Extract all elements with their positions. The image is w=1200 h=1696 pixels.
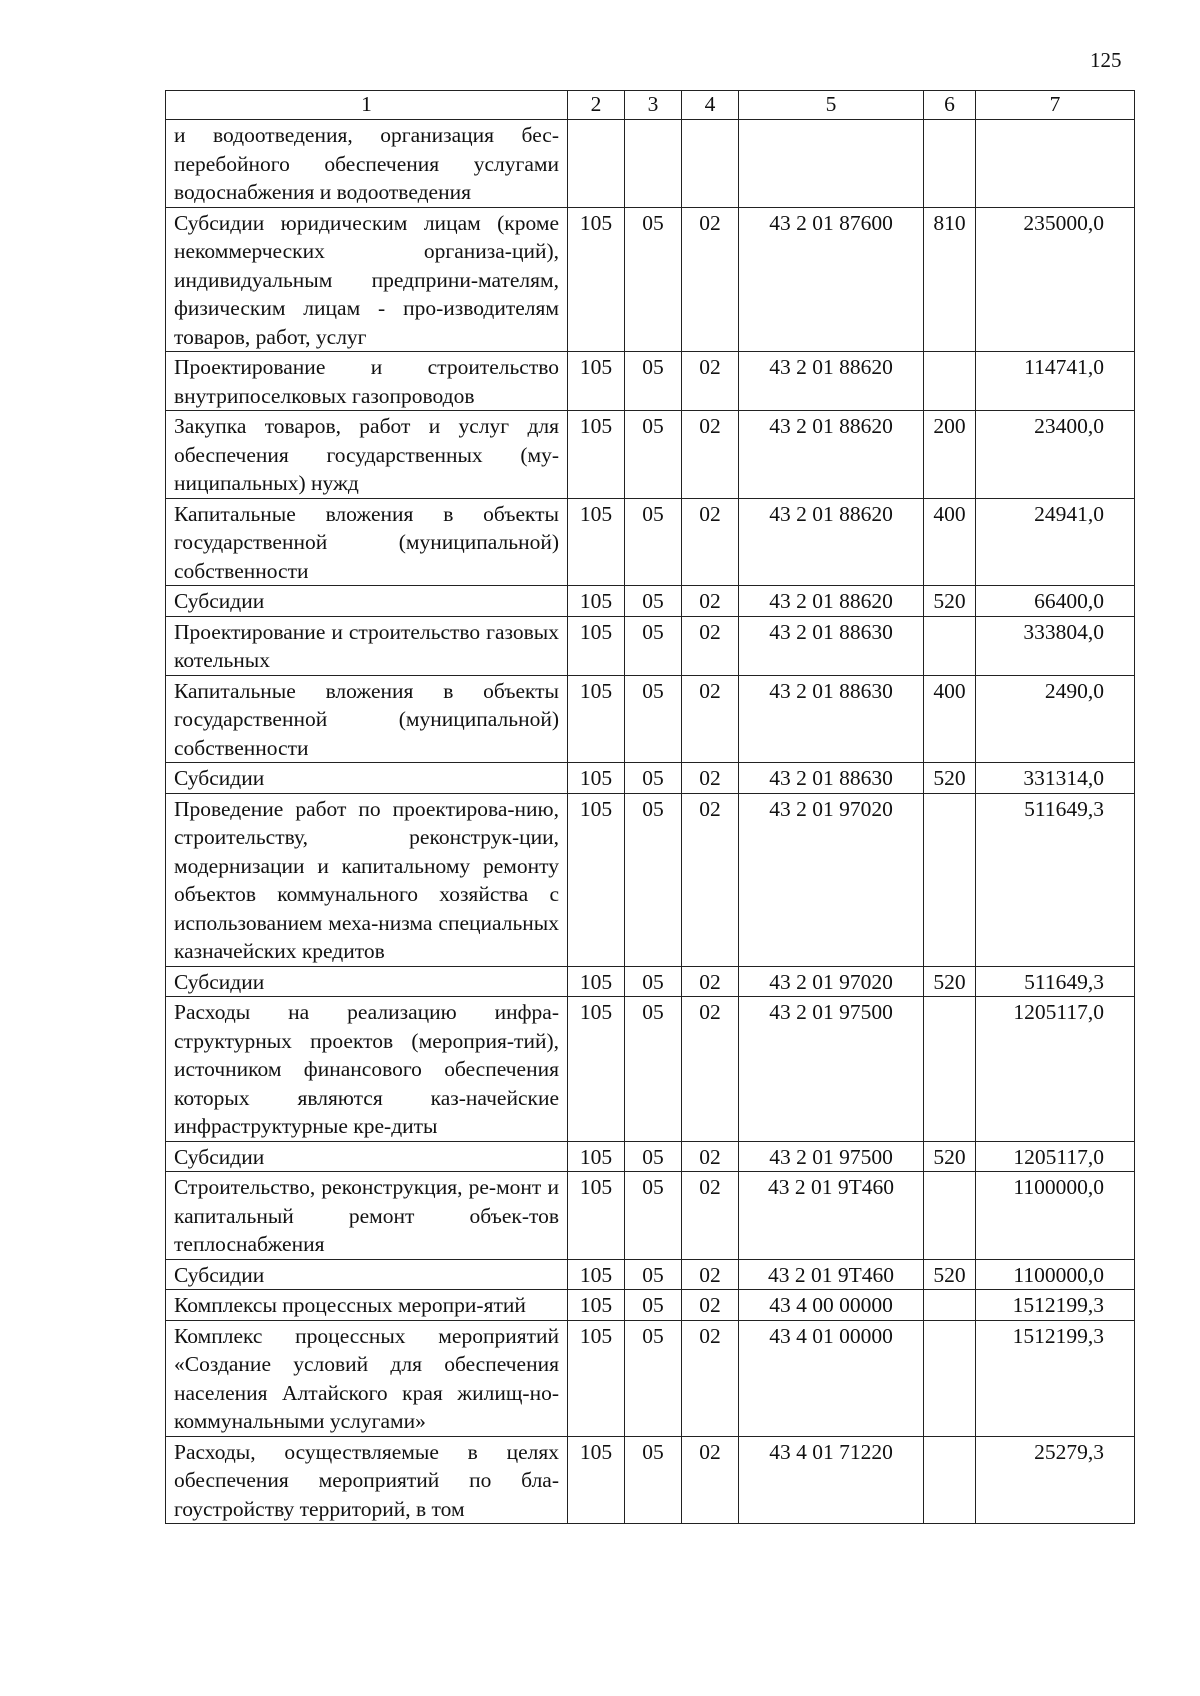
target-article-cell: 43 2 01 88620: [739, 411, 924, 499]
table-row: [166, 1436, 1135, 1524]
section-code-cell: 05: [625, 352, 682, 411]
column-header: 3: [625, 91, 682, 120]
admin-code-cell: 105: [568, 763, 625, 794]
section-code-cell: 05: [625, 675, 682, 763]
target-article-cell: 43 2 01 88630: [739, 616, 924, 675]
subsection-code-cell: 02: [682, 1320, 739, 1436]
section-code-cell: 05: [625, 763, 682, 794]
column-header: 2: [568, 91, 625, 120]
subsection-code-cell: 02: [682, 207, 739, 352]
expense-type-cell: 400: [924, 675, 976, 763]
column-header: 5: [739, 91, 924, 120]
amount-cell: [976, 120, 1135, 208]
target-article-cell: 43 2 01 9Т460: [739, 1172, 924, 1260]
expense-type-cell: 520: [924, 586, 976, 617]
admin-code-cell: 105: [568, 675, 625, 763]
item-name-cell: Субсидии: [166, 763, 568, 794]
admin-code-cell: 105: [568, 352, 625, 411]
admin-code-cell: 105: [568, 207, 625, 352]
section-code-cell: 05: [625, 997, 682, 1142]
target-article-cell: 43 2 01 88620: [739, 498, 924, 586]
item-name-cell: Проектирование и строительство внутрипоселковых газопроводов: [166, 352, 568, 411]
item-name-cell: Расходы на реализацию инфра-структурных проектов (мероприя-тий), источником финансового обеспечения которых являются каз-начейские инфраструктурные кре-диты: [166, 997, 568, 1142]
target-article-cell: 43 2 01 87600: [739, 207, 924, 352]
target-article-cell: 43 2 01 97500: [739, 997, 924, 1142]
expense-type-cell: 520: [924, 763, 976, 794]
amount-cell: 1100000,0: [976, 1172, 1135, 1260]
target-article-cell: 43 4 00 00000: [739, 1290, 924, 1321]
item-name-cell: Строительство, реконструкция, ре-монт и капитальный ремонт объек-тов теплоснабжения: [166, 1172, 568, 1260]
item-name-cell: Закупка товаров, работ и услуг для обеспечения государственных (му-ниципальных) нужд: [166, 411, 568, 499]
admin-code-cell: 105: [568, 616, 625, 675]
budget-table: [165, 90, 1135, 1524]
amount-cell: 1205117,0: [976, 1141, 1135, 1172]
amount-cell: 511649,3: [976, 793, 1135, 966]
target-article-cell: 43 2 01 88630: [739, 763, 924, 794]
amount-cell: 66400,0: [976, 586, 1135, 617]
target-article-cell: 43 2 01 97020: [739, 793, 924, 966]
column-header: 4: [682, 91, 739, 120]
admin-code-cell: 105: [568, 1172, 625, 1260]
subsection-code-cell: 02: [682, 1172, 739, 1260]
table-row: [166, 966, 1135, 997]
item-name-cell: Капитальные вложения в объекты государственной (муниципальной) собственности: [166, 675, 568, 763]
table-row: [166, 1141, 1135, 1172]
admin-code-cell: 105: [568, 1436, 625, 1524]
item-name-cell: Субсидии: [166, 586, 568, 617]
admin-code-cell: 105: [568, 1141, 625, 1172]
item-name-cell: Проектирование и строительство газовых котельных: [166, 616, 568, 675]
amount-cell: 1100000,0: [976, 1259, 1135, 1290]
admin-code-cell: [568, 120, 625, 208]
admin-code-cell: 105: [568, 1259, 625, 1290]
subsection-code-cell: 02: [682, 498, 739, 586]
admin-code-cell: 105: [568, 411, 625, 499]
item-name-cell: Субсидии юридическим лицам (кроме некоммерческих организа-ций), индивидуальным предприни-мателям, физическим лицам - про-изводителям товаров, работ, услуг: [166, 207, 568, 352]
section-code-cell: 05: [625, 1172, 682, 1260]
expense-type-cell: [924, 352, 976, 411]
target-article-cell: 43 2 01 88620: [739, 352, 924, 411]
subsection-code-cell: 02: [682, 411, 739, 499]
amount-cell: 1512199,3: [976, 1320, 1135, 1436]
section-code-cell: 05: [625, 793, 682, 966]
expense-type-cell: [924, 616, 976, 675]
table-row: [166, 616, 1135, 675]
item-name-cell: Комплекс процессных мероприятий «Создание условий для обеспечения населения Алтайского края жилищ-но-коммунальными услугами»: [166, 1320, 568, 1436]
subsection-code-cell: 02: [682, 352, 739, 411]
table-row: [166, 120, 1135, 208]
subsection-code-cell: 02: [682, 966, 739, 997]
amount-cell: 333804,0: [976, 616, 1135, 675]
target-article-cell: 43 4 01 71220: [739, 1436, 924, 1524]
table-row: [166, 997, 1135, 1142]
expense-type-cell: 400: [924, 498, 976, 586]
item-name-cell: Субсидии: [166, 1141, 568, 1172]
subsection-code-cell: 02: [682, 997, 739, 1142]
expense-type-cell: [924, 1436, 976, 1524]
table-row: [166, 207, 1135, 352]
section-code-cell: 05: [625, 586, 682, 617]
amount-cell: 25279,3: [976, 1436, 1135, 1524]
subsection-code-cell: 02: [682, 763, 739, 794]
expense-type-cell: 810: [924, 207, 976, 352]
target-article-cell: 43 2 01 97500: [739, 1141, 924, 1172]
target-article-cell: 43 4 01 00000: [739, 1320, 924, 1436]
section-code-cell: 05: [625, 1259, 682, 1290]
admin-code-cell: 105: [568, 793, 625, 966]
admin-code-cell: 105: [568, 966, 625, 997]
subsection-code-cell: 02: [682, 793, 739, 966]
subsection-code-cell: 02: [682, 1436, 739, 1524]
item-name-cell: и водоотведения, организация бес-перебойного обеспечения услугами водоснабжения и водоотведения: [166, 120, 568, 208]
subsection-code-cell: 02: [682, 586, 739, 617]
target-article-cell: 43 2 01 88630: [739, 675, 924, 763]
item-name-cell: Капитальные вложения в объекты государственной (муниципальной) собственности: [166, 498, 568, 586]
section-code-cell: 05: [625, 1141, 682, 1172]
table-header-row: [166, 91, 1135, 120]
expense-type-cell: 520: [924, 1259, 976, 1290]
expense-type-cell: 520: [924, 966, 976, 997]
table-row: [166, 352, 1135, 411]
target-article-cell: 43 2 01 97020: [739, 966, 924, 997]
table-row: [166, 793, 1135, 966]
item-name-cell: Субсидии: [166, 1259, 568, 1290]
table-row: [166, 1290, 1135, 1321]
target-article-cell: [739, 120, 924, 208]
page-number: 125: [1090, 48, 1122, 72]
table-row: [166, 675, 1135, 763]
admin-code-cell: 105: [568, 498, 625, 586]
admin-code-cell: 105: [568, 997, 625, 1142]
table-row: [166, 498, 1135, 586]
expense-type-cell: 200: [924, 411, 976, 499]
target-article-cell: 43 2 01 88620: [739, 586, 924, 617]
expense-type-cell: [924, 997, 976, 1142]
section-code-cell: 05: [625, 498, 682, 586]
amount-cell: 114741,0: [976, 352, 1135, 411]
column-header: 6: [924, 91, 976, 120]
admin-code-cell: 105: [568, 1290, 625, 1321]
amount-cell: 1512199,3: [976, 1290, 1135, 1321]
section-code-cell: 05: [625, 966, 682, 997]
expense-type-cell: [924, 1320, 976, 1436]
admin-code-cell: 105: [568, 1320, 625, 1436]
subsection-code-cell: 02: [682, 1259, 739, 1290]
table-body: [166, 120, 1135, 1524]
amount-cell: 23400,0: [976, 411, 1135, 499]
target-article-cell: 43 2 01 9Т460: [739, 1259, 924, 1290]
amount-cell: 2490,0: [976, 675, 1135, 763]
section-code-cell: 05: [625, 207, 682, 352]
expense-type-cell: [924, 793, 976, 966]
section-code-cell: [625, 120, 682, 208]
table-row: [166, 1172, 1135, 1260]
table-row: [166, 1259, 1135, 1290]
subsection-code-cell: 02: [682, 1290, 739, 1321]
admin-code-cell: 105: [568, 586, 625, 617]
column-header: 1: [166, 91, 568, 120]
item-name-cell: Комплексы процессных меропри-ятий: [166, 1290, 568, 1321]
amount-cell: 24941,0: [976, 498, 1135, 586]
subsection-code-cell: 02: [682, 1141, 739, 1172]
expense-type-cell: [924, 1172, 976, 1260]
table-row: [166, 1320, 1135, 1436]
section-code-cell: 05: [625, 1290, 682, 1321]
table-row: [166, 411, 1135, 499]
section-code-cell: 05: [625, 411, 682, 499]
amount-cell: 1205117,0: [976, 997, 1135, 1142]
section-code-cell: 05: [625, 616, 682, 675]
subsection-code-cell: [682, 120, 739, 208]
section-code-cell: 05: [625, 1320, 682, 1436]
amount-cell: 331314,0: [976, 763, 1135, 794]
section-code-cell: 05: [625, 1436, 682, 1524]
expense-type-cell: 520: [924, 1141, 976, 1172]
item-name-cell: Расходы, осуществляемые в целях обеспечения мероприятий по бла-гоустройству территорий, в том: [166, 1436, 568, 1524]
column-header: 7: [976, 91, 1135, 120]
expense-type-cell: [924, 1290, 976, 1321]
table-row: [166, 586, 1135, 617]
item-name-cell: Проведение работ по проектирова-нию, строительству, реконструк-ции, модернизации и капитальному ремонту объектов коммунального хозяйства с использованием меха-низма специальных казначейских кредитов: [166, 793, 568, 966]
table-row: [166, 763, 1135, 794]
amount-cell: 235000,0: [976, 207, 1135, 352]
expense-type-cell: [924, 120, 976, 208]
subsection-code-cell: 02: [682, 675, 739, 763]
item-name-cell: Субсидии: [166, 966, 568, 997]
amount-cell: 511649,3: [976, 966, 1135, 997]
subsection-code-cell: 02: [682, 616, 739, 675]
